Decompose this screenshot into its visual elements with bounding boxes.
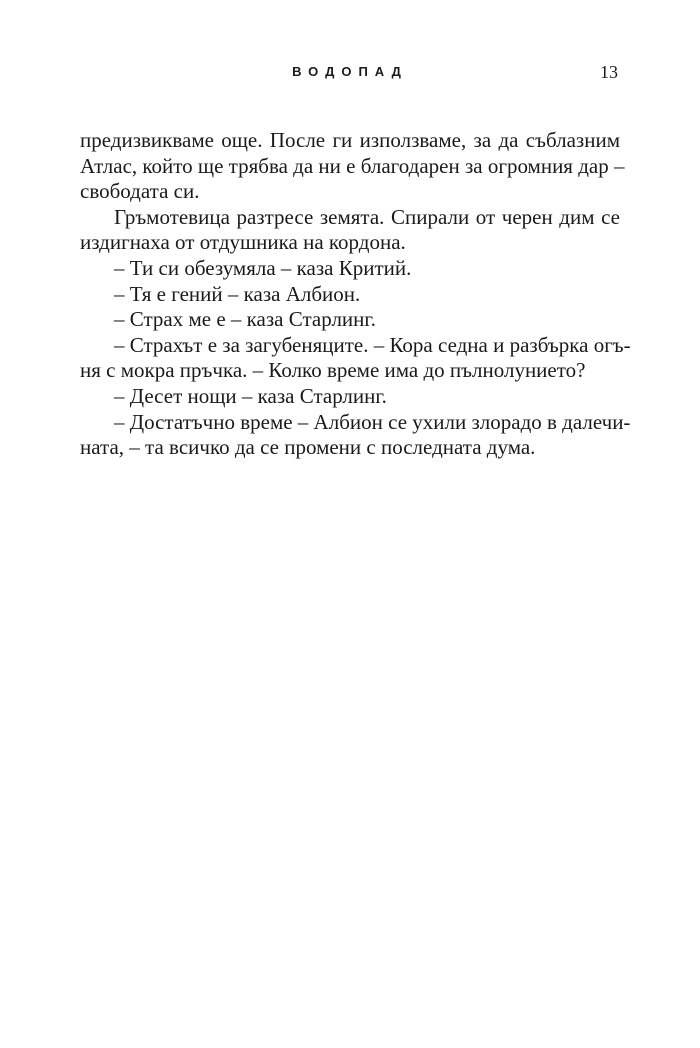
text-line: Гръмотевица разтресе земята. Спирали от черен дим се [114,204,620,229]
dialogue-line: – Десет нощи – каза Старлинг. [114,383,387,408]
dialogue-line: – Ти си обезумяла – каза Критий. [114,255,412,280]
dialogue-line: – Тя е гений – каза Албион. [114,281,361,306]
dialogue-line: – Страхът е за загубеняците. – Кора седна и разбърка огъ- [114,332,631,357]
text-line: свободата си. [80,179,200,204]
text-line: издигнаха от отдушника на кордона. [80,230,406,255]
body-text [80,128,631,461]
page-number: 13 [600,62,618,82]
text-line: ната, – та всичко да се промени с последната дума. [80,435,536,460]
text-line: предизвикваме още. После ги използваме, за да съблазним [80,128,620,152]
text-line: Атлас, който ще трябва да ни е благодарен за огромния дар – [80,153,625,178]
dialogue-line: – Страх ме е – каза Старлинг. [114,307,376,332]
running-title: ВОДОПАД [292,64,408,79]
text-line: ня с мокра пръчка. – Колко време има до пълнолунието? [80,358,586,383]
dialogue-line: – Достатъчно време – Албион се ухили злорадо в далечи- [114,409,631,434]
running-head [80,62,620,86]
